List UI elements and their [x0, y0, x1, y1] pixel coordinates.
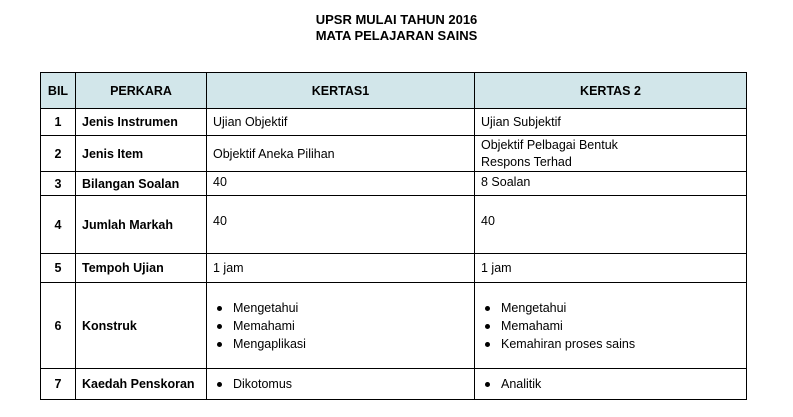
kertas2-cell: [475, 136, 747, 172]
table-row: [41, 283, 747, 369]
row-item: Tempoh Ujian: [76, 254, 207, 283]
scoring-list: [481, 375, 746, 393]
row-item: Jenis Item: [76, 136, 207, 172]
row-item: Bilangan Soalan: [76, 172, 207, 196]
row-number: 3: [41, 172, 76, 196]
scoring-list: [213, 375, 474, 393]
construct-list: [481, 299, 746, 353]
row-number: 6: [41, 283, 76, 369]
kertas2-cell: [475, 369, 747, 400]
kertas1-cell: 1 jam: [207, 254, 475, 283]
header-kertas1: KERTAS1: [207, 73, 475, 109]
construct-list: [213, 299, 474, 353]
row-number: 2: [41, 136, 76, 172]
row-number: 1: [41, 109, 76, 136]
kertas2-cell: Ujian Subjektif: [475, 109, 747, 136]
page-subtitle: MATA PELAJARAN SAINS: [315, 28, 478, 43]
table-row: [41, 172, 747, 196]
kertas2-cell: 40: [475, 196, 747, 254]
list-item: Memahami: [213, 317, 474, 335]
table-row: [41, 369, 747, 400]
kertas1-cell: 40: [207, 172, 475, 196]
list-item: Mengaplikasi: [213, 335, 474, 353]
list-item: Memahami: [481, 317, 746, 335]
list-item: Dikotomus: [213, 375, 474, 393]
kertas2-cell: [475, 283, 747, 369]
list-item: Mengetahui: [481, 299, 746, 317]
row-number: 7: [41, 369, 76, 400]
row-item: Jumlah Markah: [76, 196, 207, 254]
table-row: [41, 109, 747, 136]
header-bil: BIL: [41, 73, 76, 109]
list-item: Kemahiran proses sains: [481, 335, 746, 353]
table-row: [41, 136, 747, 172]
row-number: 5: [41, 254, 76, 283]
row-item: Kaedah Penskoran: [76, 369, 207, 400]
kertas1-cell: [207, 369, 475, 400]
kertas2-cell: 1 jam: [475, 254, 747, 283]
row-number: 4: [41, 196, 76, 254]
table-header-row: [41, 73, 747, 109]
page-title: UPSR MULAI TAHUN 2016: [315, 12, 478, 27]
table-row: [41, 196, 747, 254]
table-row: [41, 254, 747, 283]
kertas1-cell: Objektif Aneka Pilihan: [207, 136, 475, 172]
kertas2-line: Respons Terhad: [481, 154, 572, 169]
row-item: Konstruk: [76, 283, 207, 369]
row-item: Jenis Instrumen: [76, 109, 207, 136]
header-perkara: PERKARA: [76, 73, 207, 109]
kertas1-cell: [207, 283, 475, 369]
kertas2-line: Objektif Pelbagai Bentuk: [481, 137, 618, 152]
list-item: Analitik: [481, 375, 746, 393]
header-kertas2: KERTAS 2: [475, 73, 747, 109]
kertas2-cell: 8 Soalan: [475, 172, 747, 196]
list-item: Mengetahui: [213, 299, 474, 317]
kertas1-cell: Ujian Objektif: [207, 109, 475, 136]
exam-format-table: [40, 72, 747, 400]
kertas1-cell: 40: [207, 196, 475, 254]
